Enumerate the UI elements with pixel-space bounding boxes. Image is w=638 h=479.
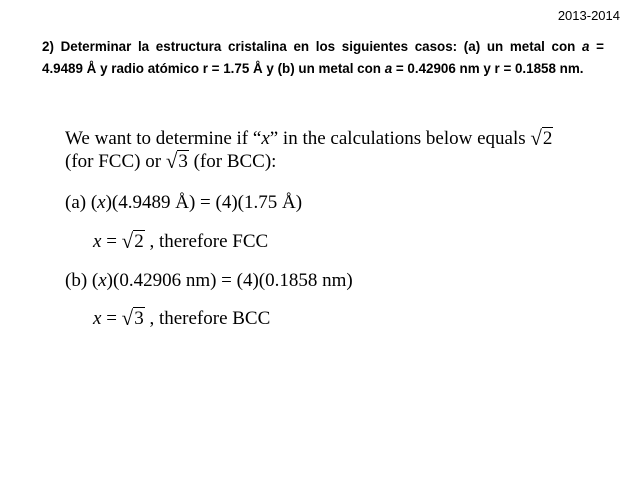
sqrt-2: √2	[121, 229, 144, 253]
part-a-result: x = √2 , therefore FCC	[93, 229, 269, 253]
solution-intro-line-1: We want to determine if “x” in the calculations below equals √2	[65, 126, 553, 150]
part-b-result: x = √3 , therefore BCC	[93, 306, 271, 330]
problem-text-3: = 0.42906 nm y r = 0.1858 nm.	[392, 61, 584, 76]
sqrt-3: √3	[165, 149, 188, 173]
year-label: 2013-2014	[557, 8, 620, 23]
problem-statement	[42, 36, 604, 80]
sqrt-2: √2	[530, 126, 553, 150]
part-b-equation: (b) (x)(0.42906 nm) = (4)(0.1858 nm)	[65, 270, 353, 291]
part-a-equation: (a) (x)(4.9489 Å) = (4)(1.75 Å)	[65, 192, 303, 213]
problem-text-1: 2) Determinar la estructura cristalina en los siguientes casos: (a) un metal con	[42, 39, 583, 54]
problem-text-2: = 4.9489 Å y radio atómico r = 1.75 Å y (b) un metal con	[42, 39, 604, 76]
variable-a: a	[582, 39, 590, 54]
sqrt-3: √3	[121, 306, 144, 330]
solution-intro-line-2: (for FCC) or √3 (for BCC):	[65, 149, 277, 173]
variable-a: a	[384, 61, 393, 76]
